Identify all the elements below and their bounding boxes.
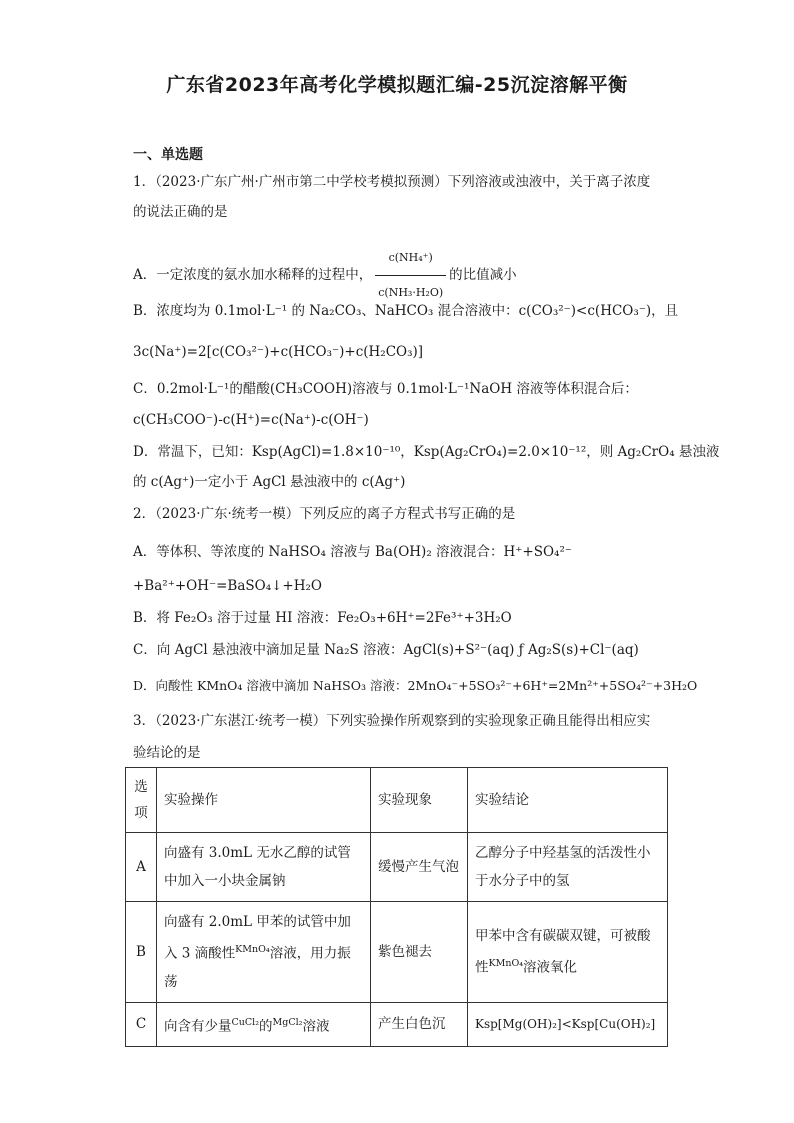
q1-a-denominator: c(NH₃·H₂O) [378,286,444,299]
row-b-op-post: 溶液，用力振荡 [164,945,351,990]
q3-stem-line2: 验结论的是 [133,745,201,761]
q2-option-b: B．将 Fe₂O₃ 溶于过量 HI 溶液：Fe₂O₃+6H⁺=2Fe³⁺+3H₂O [133,610,512,626]
row-c-op-formula2: MgCl₂ [272,1016,303,1028]
row-b-concl-formula: KMnO₄ [488,958,524,969]
q1-a-fraction [375,242,446,309]
row-b-op-formula: KMnO₄ [235,944,270,955]
q1-a-prefix: A．一定浓度的氨水加水稀释的过程中， [133,267,373,283]
row-c-op-formula1: CuCl₂ [231,1016,260,1028]
row-a-operation: 向盛有 3.0mL 无水乙醇的试管中加入一小块金属钠 [157,833,371,902]
row-c-operation [157,1002,371,1047]
row-b-conclusion [468,902,668,1003]
q1-option-c-line1: C．0.2mol·L⁻¹的醋酸(CH₃COOH)溶液与 0.1mol·L⁻¹NaOH 溶液等体积混合后： [133,381,638,397]
row-b-operation [157,902,371,1003]
q1-stem-line2: 的说法正确的是 [133,204,228,220]
row-c-op-post: 溶液 [302,1018,330,1034]
row-b-concl-post: 溶液氧化 [523,959,578,976]
q1-a-suffix: 的比值减小 [449,267,517,283]
page-title: 广东省2023年高考化学模拟题汇编-25沉淀溶解平衡 [166,74,628,96]
table-row [126,902,668,1003]
q2-option-a-line1: A．等体积、等浓度的 NaHSO₄ 溶液与 Ba(OH)₂ 溶液混合：H⁺+SO₄²⁻ [133,544,573,560]
q3-table [125,767,668,1047]
q1-option-d-line2: 的 c(Ag⁺)一定小于 AgCl 悬浊液中的 c(Ag⁺) [133,474,406,490]
table-row [126,1002,668,1047]
row-b-concl-pre: 甲苯中含有碳碳双键，可被酸性 [475,928,651,976]
q1-option-c-line2: c(CH₃COO⁻)-c(H⁺)=c(Na⁺)-c(OH⁻) [133,412,369,428]
section-heading: 一、单选题 [133,147,203,163]
row-c-op-pre: 向含有少量 [164,1018,232,1034]
row-c-option: C [126,1002,157,1047]
row-c-phenomenon: 产生白色沉 [371,1002,468,1047]
q2-option-c: C．向 AgCl 悬浊液中滴加足量 Na₂S 溶液：AgCl(s)+S²⁻(aq) ƒ Ag₂S(s)+Cl⁻(aq) [133,642,639,658]
table-header-row [126,768,668,833]
q1-stem-line1: 1．（2023·广东广州·广州市第二中学校考模拟预测）下列溶液或浊液中，关于离子浓度 [133,174,651,190]
header-phenomenon: 实验现象 [371,768,468,833]
table-row [126,833,668,902]
q1-option-b-line2: 3c(Na⁺)=2[c(CO₃²⁻)+c(HCO₃⁻)+c(H₂CO₃)] [133,344,424,360]
q1-option-b-line1: B．浓度均为 0.1mol·L⁻¹ 的 Na₂CO₃、NaHCO₃ 混合溶液中：c(CO₃²⁻)<c(HCO₃⁻)，且 [133,303,679,319]
row-c-op-mid: 的 [259,1018,273,1034]
header-operation: 实验操作 [157,768,371,833]
row-c-conclusion: Ksp[Mg(OH)₂]<Ksp[Cu(OH)₂] [468,1002,668,1047]
row-b-phenomenon: 紫色褪去 [371,902,468,1003]
row-a-phenomenon: 缓慢产生气泡 [371,833,468,902]
q2-option-a-line2: +Ba²⁺+OH⁻=BaSO₄↓+H₂O [133,578,322,594]
q2-option-d: D．向酸性 KMnO₄ 溶液中滴加 NaHSO₃ 溶液：2MnO₄⁻+5SO₃²⁻+6H⁺=2Mn²⁺+5SO₄²⁻+3H₂O [133,678,698,693]
row-a-option: A [126,833,157,902]
row-b-option: B [126,902,157,1003]
row-b-op-pre: 向盛有 2.0mL 甲苯的试管中加入 3 滴酸性 [164,914,351,962]
q1-a-numerator: c(NH₄⁺) [375,242,446,276]
row-a-conclusion: 乙醇分子中羟基氢的活泼性小于水分子中的氢 [468,833,668,902]
header-option: 选项 [126,768,157,833]
q2-stem: 2．（2023·广东·统考一模）下列反应的离子方程式书写正确的是 [133,506,516,522]
q1-option-d-line1: D．常温下，已知：Ksp(AgCl)=1.8×10⁻¹⁰，Ksp(Ag₂CrO₄)=2.0×10⁻¹²，则 Ag₂CrO₄ 悬浊液 [133,444,720,460]
q1-option-a [133,242,517,309]
q3-stem-line1: 3．（2023·广东湛江·统考一模）下列实验操作所观察到的实验现象正确且能得出相应实 [133,713,651,729]
header-conclusion: 实验结论 [468,768,668,833]
